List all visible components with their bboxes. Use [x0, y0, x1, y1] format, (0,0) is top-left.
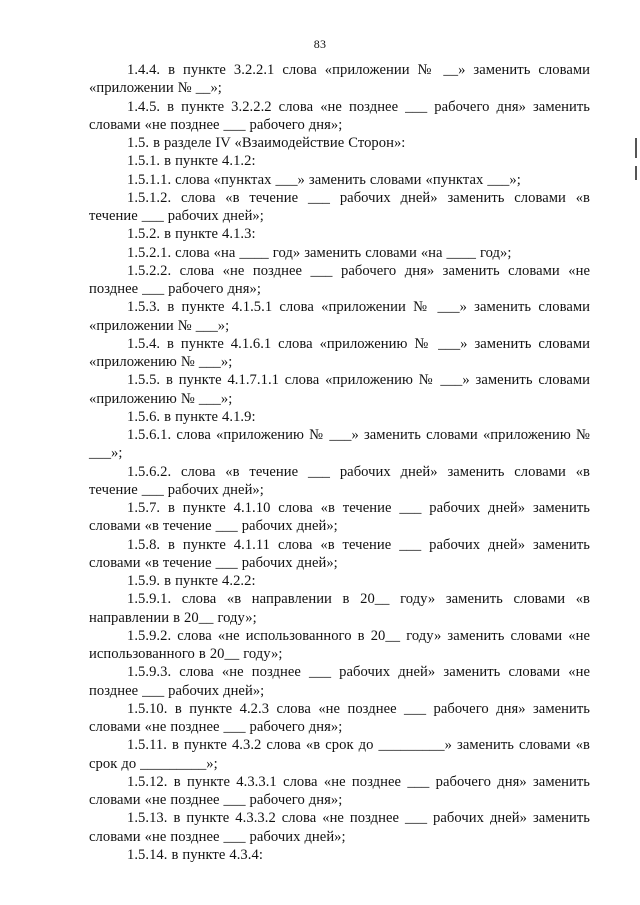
paragraph-1-5-7: 1.5.7. в пункте 4.1.10 слова «в течение ___ рабочих дней» заменить словами «в течение ___ рабочих дней»;	[89, 500, 590, 535]
paragraph-1-5-8: 1.5.8. в пункте 4.1.11 слова «в течение ___ рабочих дней» заменить словами «в течение ___ рабочих дней»;	[89, 536, 590, 571]
paragraph-1-5-2-2: 1.5.2.2. слова «не позднее ___ рабочего дня» заменить словами «не позднее ___ рабочего дня»;	[89, 262, 590, 297]
paragraph-1-4-5: 1.4.5. в пункте 3.2.2.2 слова «не позднее ___ рабочего дня» заменить словами «не позднее ___ рабочего дня»;	[89, 98, 590, 133]
paragraph-1-5-2-1: 1.5.2.1. слова «на ____ год» заменить словами «на ____ год»;	[127, 244, 512, 261]
paragraph-1-5-14: 1.5.14. в пункте 4.3.4:	[127, 846, 263, 863]
paragraph-1-5-9-1: 1.5.9.1. слова «в направлении в 20__ году» заменить словами «в направлении в 20__ году»;	[89, 591, 590, 626]
scan-edge-mark	[635, 166, 637, 180]
paragraph-1-5-13: 1.5.13. в пункте 4.3.3.2 слова «не позднее ___ рабочих дней» заменить словами «не позднее ___ рабочих дней»;	[89, 810, 590, 845]
paragraph-1-4-4: 1.4.4. в пункте 3.2.2.1 слова «приложении № __» заменить словами «приложении № __»;	[89, 62, 590, 97]
paragraph-1-5-1-2: 1.5.1.2. слова «в течение ___ рабочих дней» заменить словами «в течение ___ рабочих дней»;	[89, 189, 590, 224]
paragraph-1-5-4: 1.5.4. в пункте 4.1.6.1 слова «приложению № ___» заменить словами «приложению № ___»;	[89, 335, 590, 370]
paragraph-1-5-1-1: 1.5.1.1. слова «пунктах ___» заменить словами «пунктах ___»;	[127, 171, 521, 188]
page-number: 83	[313, 37, 327, 51]
document-body	[89, 61, 590, 864]
paragraph-1-5-6-1: 1.5.6.1. слова «приложению № ___» заменить словами «приложению № ___»;	[89, 427, 590, 462]
paragraph-1-5-5: 1.5.5. в пункте 4.1.7.1.1 слова «приложению № ___» заменить словами «приложению № ___»;	[89, 372, 590, 407]
paragraph-1-5-10: 1.5.10. в пункте 4.2.3 слова «не позднее ___ рабочего дня» заменить словами «не позднее ___ рабочего дня»;	[89, 700, 590, 735]
paragraph-1-5-6-2: 1.5.6.2. слова «в течение ___ рабочих дней» заменить словами «в течение ___ рабочих дней»;	[89, 463, 590, 498]
paragraph-1-5-12: 1.5.12. в пункте 4.3.3.1 слова «не позднее ___ рабочего дня» заменить словами «не позднее ___ рабочего дня»;	[89, 773, 590, 808]
paragraph-1-5-2: 1.5.2. в пункте 4.1.3:	[127, 226, 256, 243]
paragraph-1-5-9-3: 1.5.9.3. слова «не позднее ___ рабочих дней» заменить словами «не позднее ___ рабочих дней»;	[89, 664, 590, 699]
paragraph-1-5-11: 1.5.11. в пункте 4.3.2 слова «в срок до _________» заменить словами «в срок до _________»;	[89, 737, 590, 772]
paragraph-1-5: 1.5. в разделе IV «Взаимодействие Сторон»:	[127, 135, 406, 151]
paragraph-1-5-9: 1.5.9. в пункте 4.2.2:	[127, 573, 256, 589]
paragraph-1-5-1: 1.5.1. в пункте 4.1.2:	[127, 153, 256, 170]
paragraph-1-5-9-2: 1.5.9.2. слова «не использованного в 20__ году» заменить словами «не использованного в 20__ году»;	[89, 627, 590, 662]
paragraph-1-5-6: 1.5.6. в пункте 4.1.9:	[127, 408, 256, 425]
paragraph-1-5-3: 1.5.3. в пункте 4.1.5.1 слова «приложении № ___» заменить словами «приложении № ___»;	[89, 299, 590, 334]
scan-edge-mark	[635, 138, 637, 158]
